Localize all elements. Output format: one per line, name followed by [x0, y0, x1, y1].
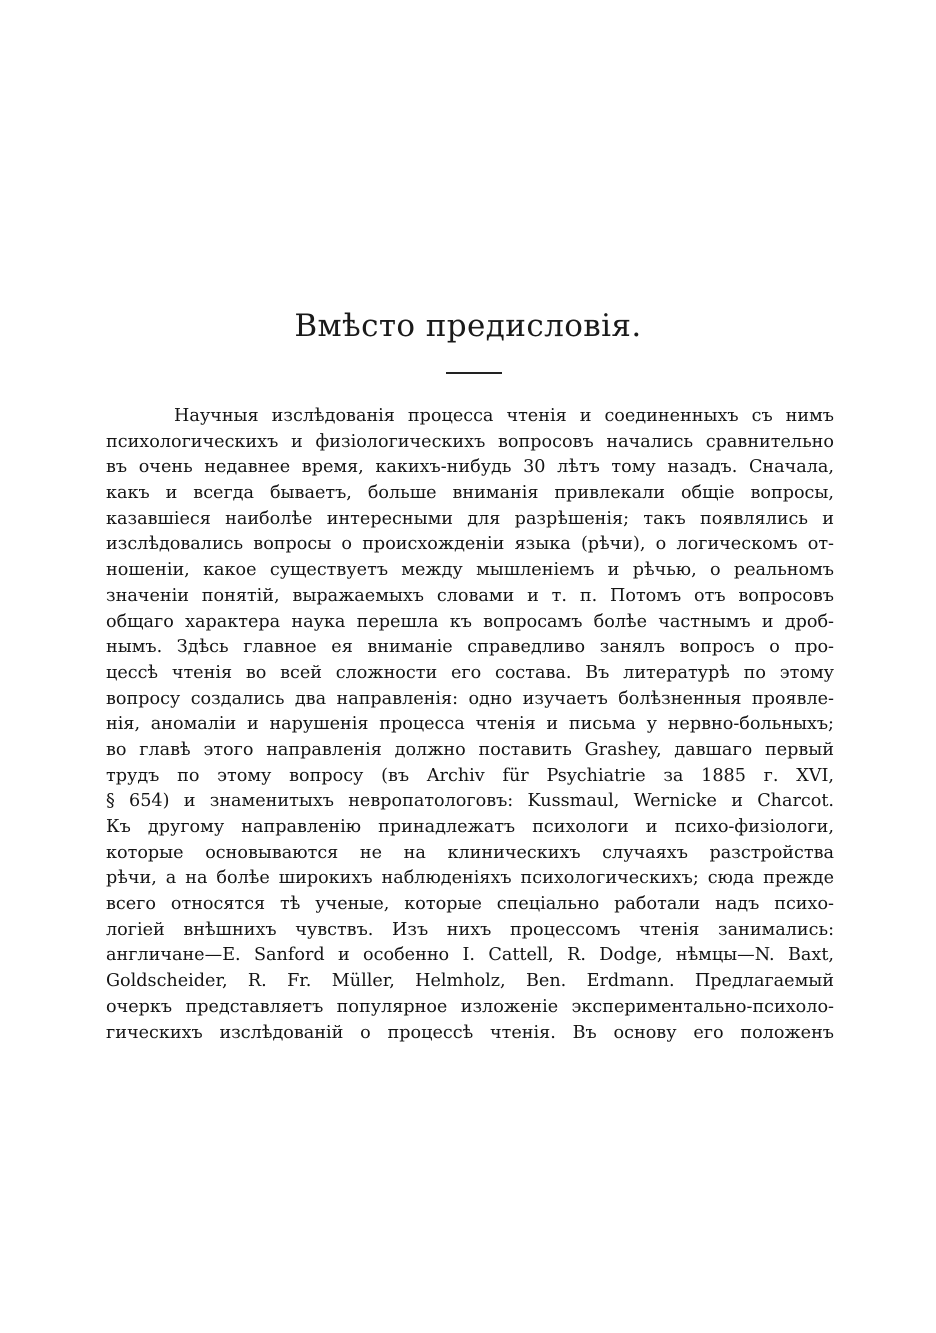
text-line: психологическихъ и физіологическихъ вопросовъ начались сравнительно — [106, 431, 834, 452]
text-line: казавшіеся наиболѣе интересными для разрѣшенія; такъ появлялись и — [106, 508, 834, 529]
preface-paragraph — [106, 404, 834, 1046]
text-line: Goldscheider, R. Fr. Müller, Helmholz, Ben. Erdmann. Предлагаемый — [106, 971, 834, 992]
text-line: § 654) и знаменитыхъ невропатологовъ: Kussmaul, Wernicke и Charcot. — [106, 791, 834, 812]
text-line: изслѣдовались вопросы о происхожденіи языка (рѣчи), о логическомъ от- — [106, 534, 834, 555]
text-line: ношеніи, какое существуетъ между мышленіемъ и рѣчью, о реальномъ — [106, 560, 834, 581]
title-divider — [446, 372, 502, 374]
text-line: гическихъ изслѣдованій о процессѣ чтенія. Въ основу его положенъ — [106, 1022, 834, 1043]
text-line: цессѣ чтенія во всей сложности его состава. Въ литературѣ по этому — [106, 662, 834, 683]
text-line: какъ и всегда бываетъ, больше вниманія привлекали общіе вопросы, — [106, 483, 834, 504]
text-line: всего относятся тѣ ученые, которые спеціально работали надъ психо- — [106, 894, 834, 915]
text-line: англичане—E. Sanford и особенно I. Cattell, R. Dodge, нѣмцы—N. Baxt, — [106, 945, 834, 966]
page-title: Вмѣсто предисловія. — [294, 308, 642, 344]
text-line: общаго характера наука перешла къ вопросамъ болѣе частнымъ и дроб- — [106, 611, 834, 632]
text-line: Научныя изслѣдованія процесса чтенія и соединенныхъ съ нимъ — [174, 406, 834, 426]
text-line: нымъ. Здѣсь главное ея вниманіе справедливо занялъ вопросъ о про- — [106, 637, 834, 658]
text-line: въ очень недавнее время, какихъ-нибудь 30 лѣтъ тому назадъ. Сначала, — [106, 457, 834, 478]
text-line: которые основываются не на клиническихъ случаяхъ разстройства — [106, 842, 834, 863]
text-line: вопросу создались два направленія: одно изучаетъ болѣзненныя проявле- — [106, 688, 834, 709]
text-line: значеніи понятій, выражаемыхъ словами и т. п. Потомъ отъ вопросовъ — [106, 585, 834, 606]
text-line: очеркъ представляетъ популярное изложеніе экспериментально-психоло- — [106, 996, 834, 1017]
text-line: во главѣ этого направленія должно поставить Grashey, давшаго первый — [106, 739, 834, 760]
text-line: Къ другому направленію принадлежатъ психологи и психо-физіологи, — [106, 817, 834, 837]
text-line: рѣчи, а на болѣе широкихъ наблюденіяхъ психологическихъ; сюда прежде — [106, 868, 834, 889]
text-line: нія, аномаліи и нарушенія процесса чтенія и письма у нервно-больныхъ; — [106, 714, 834, 735]
text-line: логіей внѣшнихъ чувствъ. Изъ нихъ процессомъ чтенія занимались: — [106, 919, 834, 940]
text-line: трудъ по этому вопросу (въ Archiv für Psychiatrie за 1885 г. XVI, — [106, 765, 834, 786]
